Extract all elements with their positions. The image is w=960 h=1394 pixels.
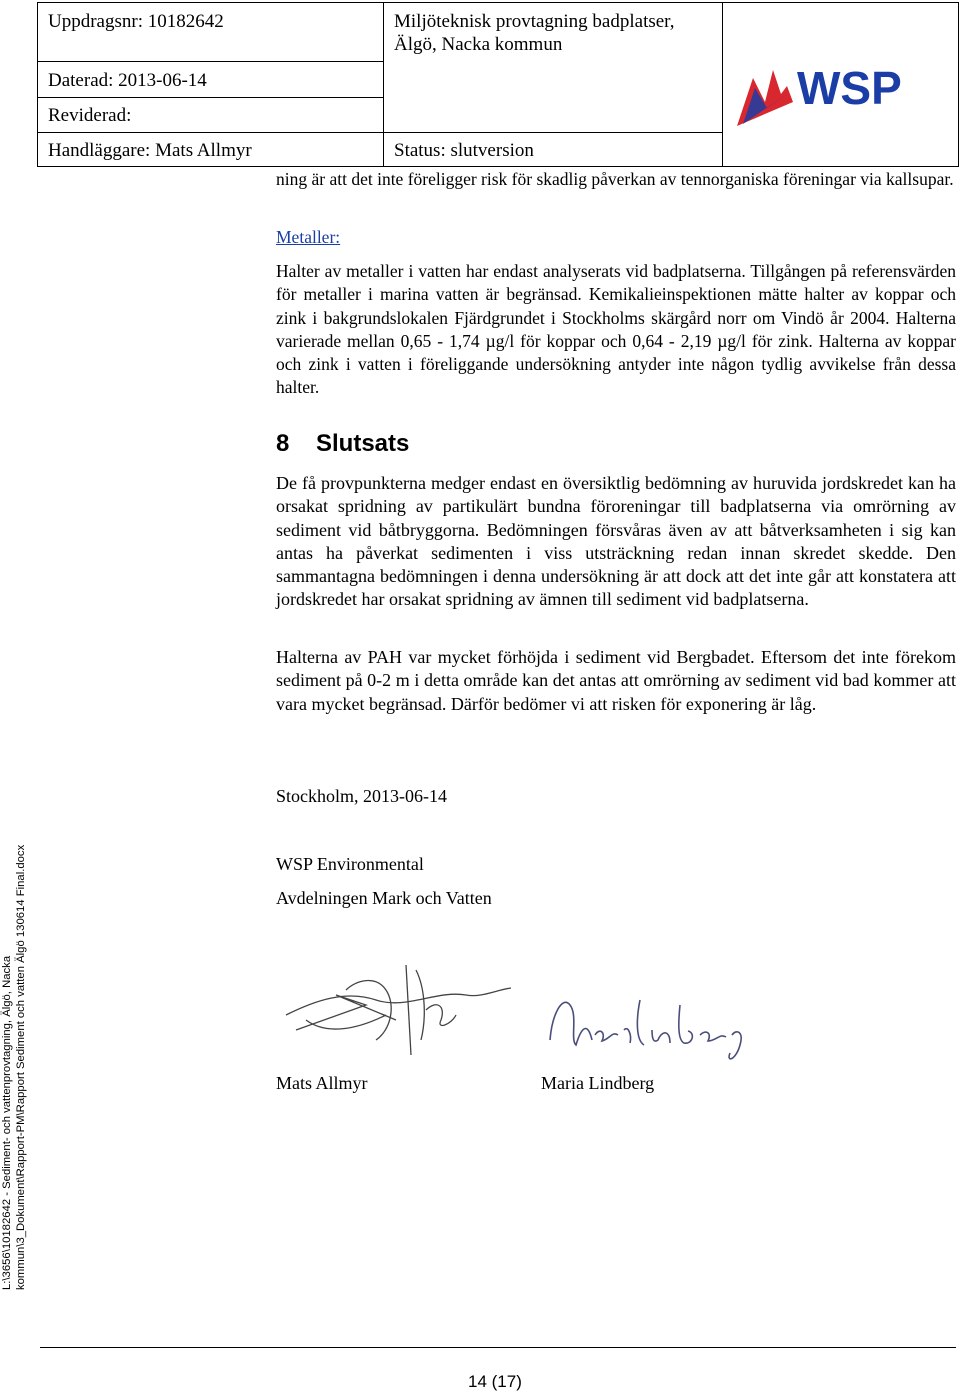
metaller-heading: Metaller:: [276, 227, 341, 247]
signer-1-name: Mats Allmyr: [276, 1073, 368, 1093]
logo-wordmark: WSP: [797, 62, 902, 114]
handler-field: [37, 132, 384, 167]
title-line-1: Miljöteknisk provtagning badplatser,: [394, 11, 675, 32]
handler-text: Handläggare: Mats Allmyr: [48, 140, 252, 161]
document-header: [37, 2, 959, 166]
metaller-text: Halter av metaller i vatten har endast analyserats vid badplatserna. Tillgången på referensvärden för metaller i marina vatten är begränsad. Kemikalieinspektionen mätte halter av koppar och zink i bakgrundslokalen Fjärdgrundet i Stockholms skärgård norr om Vindö år 2004. Halterna varierade mellan 0,65 - 1,74 µg/l för koppar och 0,64 - 2,19 µg/l för zink. Halterna av koppar och zink i vatten i föreliggande undersökning antyder inte någon tydlig avvikelse från dessa halter.: [276, 261, 956, 398]
footer-rule: [40, 1347, 956, 1348]
organization: WSP Environmental: [276, 854, 424, 874]
status-field: [383, 132, 723, 167]
logo-cell: [722, 2, 959, 167]
department: Avdelningen Mark och Vatten: [276, 888, 492, 908]
date-field: [37, 61, 384, 98]
metaller-heading-block: [276, 226, 956, 249]
section-title: Slutsats: [316, 430, 410, 457]
file-path-line-1: L:\3656\10182642 - Sediment- och vattenprovtagning, Älgö, Nacka: [1, 955, 13, 1290]
revised-text: Reviderad:: [48, 105, 132, 126]
file-path-margin: [0, 845, 28, 1290]
slutsats-text-2: Halterna av PAH var mycket förhöjda i sediment vid Bergbadet. Eftersom det inte förekom sediment på 0-2 m i detta område kan det antas att omrörning av sediment vid bad kommer att vara mycket begränsad. Därför bedömer vi att risken för exponering är låg.: [276, 647, 956, 714]
place-date: Stockholm, 2013-06-14: [276, 786, 447, 806]
assignment-number: [37, 2, 384, 62]
section-heading: [276, 430, 409, 458]
section-number: 8: [276, 430, 290, 457]
slutsats-text-1: De få provpunkterna medger endast en översiktlig bedömning av huruvida jordskredet kan ha orsakat spridning av partikulärt bundna föroreningar till badplatserna via omrörning av sediment vid båtbryggorna. Bedömningen försvåras även av att båtverksamheten i sig kan antas ha påverkat sedimenten i viss utsträckning redan innan skredet skedde. Den sammantagna bedömningen i denna undersökning är att dock att det inte går att konstatera att jordskredet har orsakat spridning av ämnen till sediment vid badplatserna.: [276, 473, 956, 610]
date-text: Daterad: 2013-06-14: [48, 70, 207, 91]
intro-text: ning är att det inte föreligger risk för skadlig påverkan av tennorganiska föreningar via kallsupar.: [276, 169, 954, 189]
title-line-2: Älgö, Nacka kommun: [394, 34, 563, 55]
intro-paragraph: [276, 168, 956, 191]
status-text: Status: slutversion: [394, 140, 534, 161]
revised-field: [37, 97, 384, 133]
file-path-line-2: kommun\3_Dokument\Rapport-PM\Rapport Sediment och vatten Älgö 130614 Final.docx: [15, 844, 27, 1290]
document-title: [383, 2, 723, 133]
assignment-number-text: Uppdragsnr: 10182642: [48, 11, 224, 32]
slutsats-paragraph-1: [276, 472, 956, 612]
signature-mats-allmyr: [276, 960, 516, 1060]
signer-2-name: Maria Lindberg: [541, 1073, 655, 1093]
metaller-paragraph: [276, 260, 956, 400]
slutsats-paragraph-2: [276, 646, 956, 716]
signature-maria-lindberg: [540, 985, 760, 1065]
wsp-logo: [735, 58, 925, 128]
page-number: 14 (17): [468, 1372, 522, 1391]
